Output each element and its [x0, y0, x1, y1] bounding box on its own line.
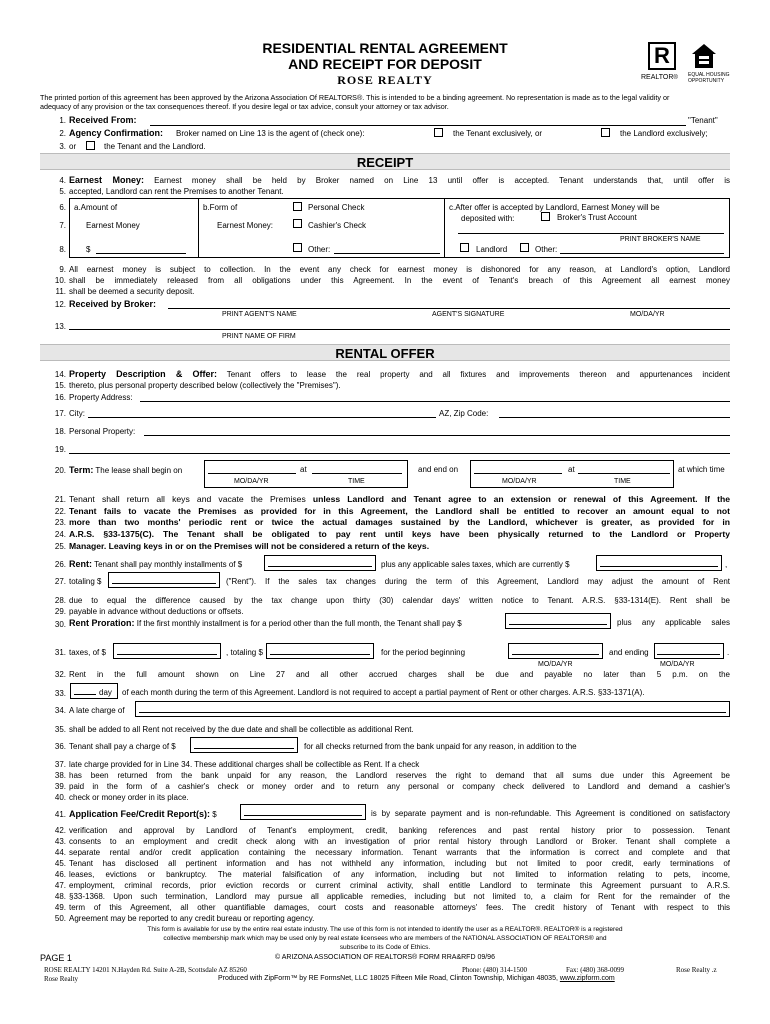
firm-name-field[interactable]: [69, 329, 730, 330]
realtor-label: REALTOR®: [641, 74, 678, 81]
monthly-rent-field[interactable]: [268, 566, 372, 567]
sales-tax-box: [596, 555, 722, 571]
term-line: Term: The lease shall begin on: [69, 465, 183, 475]
property-description-line14: Property Description & Offer: Tenant offers to lease the real property and all fixtures and improvements thereon and appurtenances incident: [69, 369, 730, 379]
form-title-line2: AND RECEIPT FOR DEPOSIT: [288, 56, 482, 72]
line-number: 19.: [54, 445, 66, 454]
zip-label: AZ, Zip Code:: [439, 409, 489, 418]
company-name: ROSE REALTY: [337, 73, 433, 87]
footer-notice-3: subscribe to its Code of Ethics.: [339, 944, 431, 951]
end-date-field[interactable]: [474, 473, 562, 474]
line-number: 33.: [54, 689, 66, 698]
personal-check-checkbox[interactable]: [293, 202, 302, 211]
realtor-logo-icon: R: [648, 42, 676, 70]
returned-check-label: Tenant shall pay a charge of $: [69, 742, 176, 751]
period-begin-box: [508, 643, 603, 659]
begin-time-field[interactable]: [312, 473, 402, 474]
personal-property-field-2[interactable]: [69, 453, 730, 454]
other-form-checkbox[interactable]: [293, 243, 302, 252]
city-label: City:: [69, 409, 85, 418]
line-number: 36.: [54, 742, 66, 751]
produced-with: Produced with ZipForm™ by RE FormsNet, LLC 18025 Fifteen Mile Road, Clinton Township, Michigan 48035, www.zipform.com: [218, 975, 615, 982]
line-number: 46.: [54, 870, 66, 879]
taxes-of-label: taxes, of $: [69, 648, 106, 657]
end-on-label: and end on: [418, 465, 459, 474]
agent-name-caption: PRINT AGENT'S NAME: [222, 311, 297, 318]
zipform-link[interactable]: www.zipform.com: [559, 975, 615, 982]
sales-tax-label: plus any applicable sales taxes, which are currently $: [381, 560, 570, 569]
line-number: 6.: [59, 203, 66, 212]
form-title-line1: RESIDENTIAL RENTAL AGREEMENT: [262, 40, 508, 56]
end-time-field[interactable]: [578, 473, 670, 474]
application-fee-line: Application Fee/Credit Report(s): $: [69, 809, 217, 819]
line-number: 17.: [54, 409, 66, 418]
other-form-label: Other:: [308, 245, 331, 254]
application-fee-text: is by separate payment and is non-refundable. This Agreement is conditioned on satisfactory: [371, 809, 730, 818]
proration-field[interactable]: [509, 624, 607, 625]
comma: ,: [725, 560, 728, 569]
line-number: 4.: [59, 176, 66, 185]
office-address: ROSE REALTY 14201 N.Hayden Rd. Suite A-2B, Scottsdale AZ 85260: [44, 966, 247, 974]
line-number: 11.: [55, 287, 66, 296]
collection-line11: shall be deemed a security deposit.: [69, 287, 195, 296]
line-number: 5.: [59, 187, 66, 196]
broker-signature-field[interactable]: [168, 308, 730, 309]
returned-check-box: [190, 737, 298, 753]
landlord-deposit-label: Landlord: [476, 245, 508, 254]
other-form-field[interactable]: [334, 253, 440, 254]
rent-due-line32: Rent in the full amount shown on Line 27 and all other accrued charges shall be due and payable no later than 5 p.m. on the: [69, 670, 730, 679]
other-deposit-label: Other:: [535, 245, 558, 254]
line-number: 43.: [54, 837, 66, 846]
returned-check-line39: paid in the form of a cashier's check or money order and to return any personal or company check delivered to Landlord and demand a cashier's: [69, 782, 730, 791]
table-divider: [198, 198, 199, 258]
line-number: 9.: [59, 265, 66, 274]
office-fax: Fax: (480) 368-0099: [566, 966, 624, 974]
late-charge-label: A late charge of: [69, 706, 125, 715]
line-number: 8.: [59, 245, 66, 254]
begin-date-caption: MO/DA/YR: [234, 478, 269, 485]
agent-name: Rose Realty: [44, 975, 79, 983]
line-number: 7.: [59, 221, 66, 230]
cashiers-check-checkbox[interactable]: [293, 219, 302, 228]
line-number: 10.: [54, 276, 66, 285]
line-number: 30.: [54, 620, 66, 629]
equal-housing-label: EQUAL HOUSING OPPORTUNITY: [688, 72, 730, 84]
intro-line2: adequacy of any provision or the tax consequences thereof. If you desire legal or tax advice, consult your attorney or tax advisor.: [40, 102, 449, 111]
proration-tail: plus any applicable sales: [617, 618, 730, 627]
total-rent-box: [108, 572, 220, 588]
returned-check-line38: has been returned from the bank unpaid for any reason, the Landlord reserves the right to demand that all sums due under this Agreement be: [69, 771, 730, 780]
period-end-caption: MO/DA/YR: [660, 661, 695, 668]
and-ending-label: and ending: [609, 648, 649, 657]
line-number: 50.: [54, 914, 66, 923]
line-number: 38.: [54, 771, 66, 780]
personal-property-field[interactable]: [144, 435, 730, 436]
vacate-line21: Tenant shall return all keys and vacate the Premises unless Landlord and Tenant agree to an extension or renewal of this Agreement. If the: [69, 494, 731, 504]
returned-check-line40: check or money order in its place.: [69, 793, 189, 802]
line-number: 12.: [54, 300, 66, 309]
line-number: 45.: [54, 859, 66, 868]
line-number: 3.: [59, 142, 66, 151]
late-charge-box: [135, 701, 730, 717]
footer-notice-1: This form is available for use by the entire real estate industry. The use of this form is not intended to identify the user as a REALTOR®. REALTOR® is a registered: [147, 926, 623, 933]
tenant-label: "Tenant": [688, 116, 718, 125]
received-by-broker-label: Received by Broker:: [69, 299, 157, 309]
at-which-time-label: at which time: [678, 465, 725, 474]
landlord-exclusively-checkbox[interactable]: [601, 128, 610, 137]
line-number: 41.: [54, 810, 66, 819]
line-number: 20.: [54, 466, 66, 475]
line-number: 35.: [54, 725, 66, 734]
end-date-caption: MO/DA/YR: [502, 478, 537, 485]
date-caption: MO/DA/YR: [630, 311, 665, 318]
proration-total-box: [266, 643, 374, 659]
application-line47: employment, criminal records, prior eviction records or current criminal activity, shall entitle Landlord to terminate this Agreement pursuant to A.R.S.: [69, 881, 730, 890]
vacate-line23: more than two months' periodic rent or twice the actual damages sustained by the Landlord, whichever is greater, as provided for in: [69, 517, 730, 527]
print-broker-caption: PRINT BROKER'S NAME: [620, 236, 701, 243]
line-number: 39.: [54, 782, 66, 791]
property-description-line15: thereto, plus personal property described below (collectively the "Premises").: [69, 381, 341, 390]
earnest-money-line5: accepted, Landlord can rent the Premises to another Tenant.: [69, 187, 284, 196]
deposited-with-label: deposited with:: [461, 214, 515, 223]
returned-check-line37: late charge provided for in Line 34. These additional charges shall be collectible as Rent. If a check: [69, 760, 420, 769]
tenant-and-landlord-checkbox[interactable]: [86, 141, 95, 150]
rent-definition-text: ("Rent"). If the sales tax changes during the term of this Agreement, Landlord may adjust the amount of Rent: [226, 577, 730, 586]
line-number: 32.: [54, 670, 66, 679]
returned-check-field[interactable]: [194, 748, 294, 749]
or-label: or: [69, 142, 77, 151]
rental-offer-heading: RENTAL OFFER: [335, 346, 435, 361]
line-number: 22.: [54, 507, 66, 516]
page-number: PAGE 1: [40, 953, 72, 963]
personal-property-label: Personal Property:: [69, 427, 136, 436]
agency-confirmation-text: Broker named on Line 13 is the agent of (check one):: [176, 129, 365, 138]
totaling-label: totaling $: [69, 577, 102, 586]
other-deposit-checkbox[interactable]: [520, 243, 529, 252]
equal-housing-icon: [690, 42, 718, 70]
line-number: 47.: [54, 881, 66, 890]
application-line44: separate rental and/or credit application containing the necessary information. Tenant warrants that the information is correct and complete and that: [69, 848, 730, 857]
application-line46: leases, evictions or bankruptcy. The material falsification of any information, including but not limited to information relating to pets, income,: [69, 870, 730, 879]
proration-tax-box: [113, 643, 221, 659]
earnest-money-form-label: Earnest Money:: [217, 221, 274, 230]
line-number: 48.: [54, 892, 66, 901]
begin-time-caption: TIME: [348, 478, 365, 485]
tenant-and-landlord-label: the Tenant and the Landlord.: [104, 142, 206, 151]
trust-account-label: Broker's Trust Account: [557, 213, 637, 222]
tax-change-line28: due to equal the difference caused by the tax change upon thirty (30) calendar days' written notice to Tenant. A.R.S. §33-1314(E). Rent shall be: [69, 596, 730, 605]
earnest-amount-field[interactable]: [96, 253, 186, 254]
monthly-rent-box: [264, 555, 376, 571]
footer-notice-2: collective membership mark which may be used only by real estate licensees who are members of the NATIONAL ASSOCIATION OF REALTORS® and: [163, 935, 607, 942]
application-line43: consents to an employment and credit check along with an investigation of prior rental history through Landlord or Broker. Tenant shall complete a: [69, 837, 730, 846]
application-line48: §33-1368. Upon such termination, Landlord may pursue all applicable remedies, including but not limited to, a claim for Rent for the remainder of the: [69, 892, 730, 901]
application-line42: verification and approval by Landlord of Tenant's employment, credit, banking references and past rental history prior to possession. Tenant: [69, 826, 730, 835]
cashiers-check-label: Cashier's Check: [308, 221, 366, 230]
line-number: 31.: [54, 648, 66, 657]
trust-account-checkbox[interactable]: [541, 212, 550, 221]
application-line50: Agreement may be reported to any credit bureau or reporting agency.: [69, 914, 315, 923]
property-address-field[interactable]: [140, 401, 730, 402]
line-number: 49.: [54, 903, 66, 912]
totaling-label-2: , totaling $: [226, 648, 263, 657]
other-deposit-field[interactable]: [560, 253, 724, 254]
document-name: Rose Realty .z: [676, 966, 717, 974]
application-line45: Tenant has disclosed all pertinent information and has not withheld any information, including but not limited to poor credit, early terminations of: [69, 859, 730, 868]
line-number: 21.: [54, 495, 66, 504]
rent-line: Rent: Tenant shall pay monthly installments of $: [69, 559, 243, 569]
end-time-caption: TIME: [614, 478, 631, 485]
firm-name-caption: PRINT NAME OF FIRM: [222, 333, 296, 340]
rent-proration-line: Rent Proration: If the first monthly installment is for a period other than the full month, the Tenant shall pay $: [69, 618, 462, 628]
period: .: [727, 648, 730, 657]
personal-check-label: Personal Check: [308, 203, 365, 212]
line-number: 29.: [54, 607, 66, 616]
city-field[interactable]: [88, 417, 436, 418]
agency-confirmation-label: Agency Confirmation:: [69, 128, 164, 138]
earnest-money-line4: Earnest Money: Earnest money shall be held by Broker named on Line 13 until offer is accepted. Tenant understands that, until offer is: [69, 175, 730, 185]
at-label: at: [300, 465, 307, 474]
landlord-deposit-checkbox[interactable]: [460, 243, 469, 252]
application-fee-box: [240, 804, 366, 820]
due-day-field[interactable]: [74, 694, 96, 695]
line-number: 44.: [54, 848, 66, 857]
vacate-line24: A.R.S. §33-1375(C). The Tenant shall be obligated to pay rent until keys have been physically returned to the Landlord or Property: [69, 529, 730, 539]
at-label: at: [568, 465, 575, 474]
tax-change-line29: payable in advance without deductions or offsets.: [69, 607, 244, 616]
line-number: 40.: [54, 793, 66, 802]
line-number: 37.: [54, 760, 66, 769]
day-label: day: [99, 688, 112, 697]
period-beginning-label: for the period beginning: [381, 648, 466, 657]
form-of-label: b.Form of: [203, 203, 238, 212]
line-number: 13.: [54, 322, 66, 331]
vacate-line25: Manager. Leaving keys in or on the Premises will not be considered a return of the keys.: [69, 541, 430, 551]
receipt-heading: RECEIPT: [356, 155, 414, 170]
period-begin-caption: MO/DA/YR: [538, 661, 573, 668]
line-number: 23.: [54, 518, 66, 527]
late-charge-text: shall be added to all Rent not received by the due date and shall be collectible as additional Rent.: [69, 725, 414, 734]
period-end-field[interactable]: [657, 654, 720, 655]
late-charge-field[interactable]: [139, 712, 726, 713]
table-divider: [444, 198, 445, 258]
line-number: 14.: [54, 370, 66, 379]
proration-total-field[interactable]: [270, 654, 370, 655]
after-accepted-label: c.After offer is accepted by Landlord, Earnest Money will be: [449, 203, 660, 212]
amount-of-label: a.Amount of: [74, 203, 118, 212]
collection-line9: All earnest money is subject to collection. In the event any check for earnest money is dishonored for any reason, at Landlord's option, Landlord: [69, 265, 730, 274]
sales-tax-field[interactable]: [600, 566, 718, 567]
line-number: 16.: [54, 393, 66, 402]
dollar-sign: $: [86, 245, 91, 254]
begin-date-field[interactable]: [208, 473, 296, 474]
line-number: 28.: [54, 596, 66, 605]
proration-tax-field[interactable]: [117, 654, 217, 655]
collection-line10: shall be immediately released from all obligations under this Agreement. In the event of Tenant's breach of this Agreement all earnest money: [69, 276, 730, 285]
proration-box: [505, 613, 611, 629]
property-address-label: Property Address:: [69, 393, 133, 402]
line-number: 25.: [54, 542, 66, 551]
line-number: 34.: [54, 706, 66, 715]
earnest-money-label: Earnest Money: [86, 221, 140, 230]
application-fee-field[interactable]: [244, 815, 362, 816]
broker-name-field[interactable]: [458, 233, 724, 234]
vacate-line22: Tenant fails to vacate the Premises as provided for in this Agreement, the Landlord shall be entitled to recover an amount equal to not: [69, 506, 730, 516]
office-phone: Phone: (480) 314-1500: [462, 966, 527, 974]
line-number: 15.: [54, 381, 66, 390]
copyright: © ARIZONA ASSOCIATION OF REALTORS® FORM RRA&RFD 09/96: [275, 954, 495, 961]
received-from-field[interactable]: [150, 125, 686, 126]
line-number: 1.: [59, 116, 66, 125]
application-line49: term of this Agreement, all other quantifiable damages, court costs and reasonable attorneys' fees. The credit history of Tenant with respect to this: [69, 903, 730, 912]
line-number: 26.: [54, 560, 66, 569]
line-number: 42.: [54, 826, 66, 835]
tenant-exclusively-checkbox[interactable]: [434, 128, 443, 137]
period-end-box: [654, 643, 724, 659]
total-rent-field[interactable]: [112, 583, 216, 584]
line-number: 18.: [54, 427, 66, 436]
each-month-text: of each month during the term of this Agreement. Landlord is not required to accept a partial payment of Rent or other charges. A.R.S. §33-1371(A).: [122, 688, 645, 697]
intro-line1: The printed portion of this agreement has been approved by the Arizona Association Of REALTORS®. This is intended to be a binding agreement. No representation is made as to the legal validity or: [40, 93, 670, 102]
tenant-exclusively-label: the Tenant exclusively, or: [453, 129, 543, 138]
line-number: 2.: [59, 129, 66, 138]
landlord-exclusively-label: the Landlord exclusively;: [620, 129, 708, 138]
zip-field[interactable]: [499, 417, 730, 418]
agent-signature-caption: AGENT'S SIGNATURE: [432, 311, 505, 318]
returned-check-text: for all checks returned from the bank unpaid for any reason, in addition to the: [304, 742, 577, 751]
line-number: 24.: [54, 530, 66, 539]
received-from-label: Received From:: [69, 115, 137, 125]
line-number: 27.: [54, 577, 66, 586]
period-begin-field[interactable]: [512, 654, 599, 655]
